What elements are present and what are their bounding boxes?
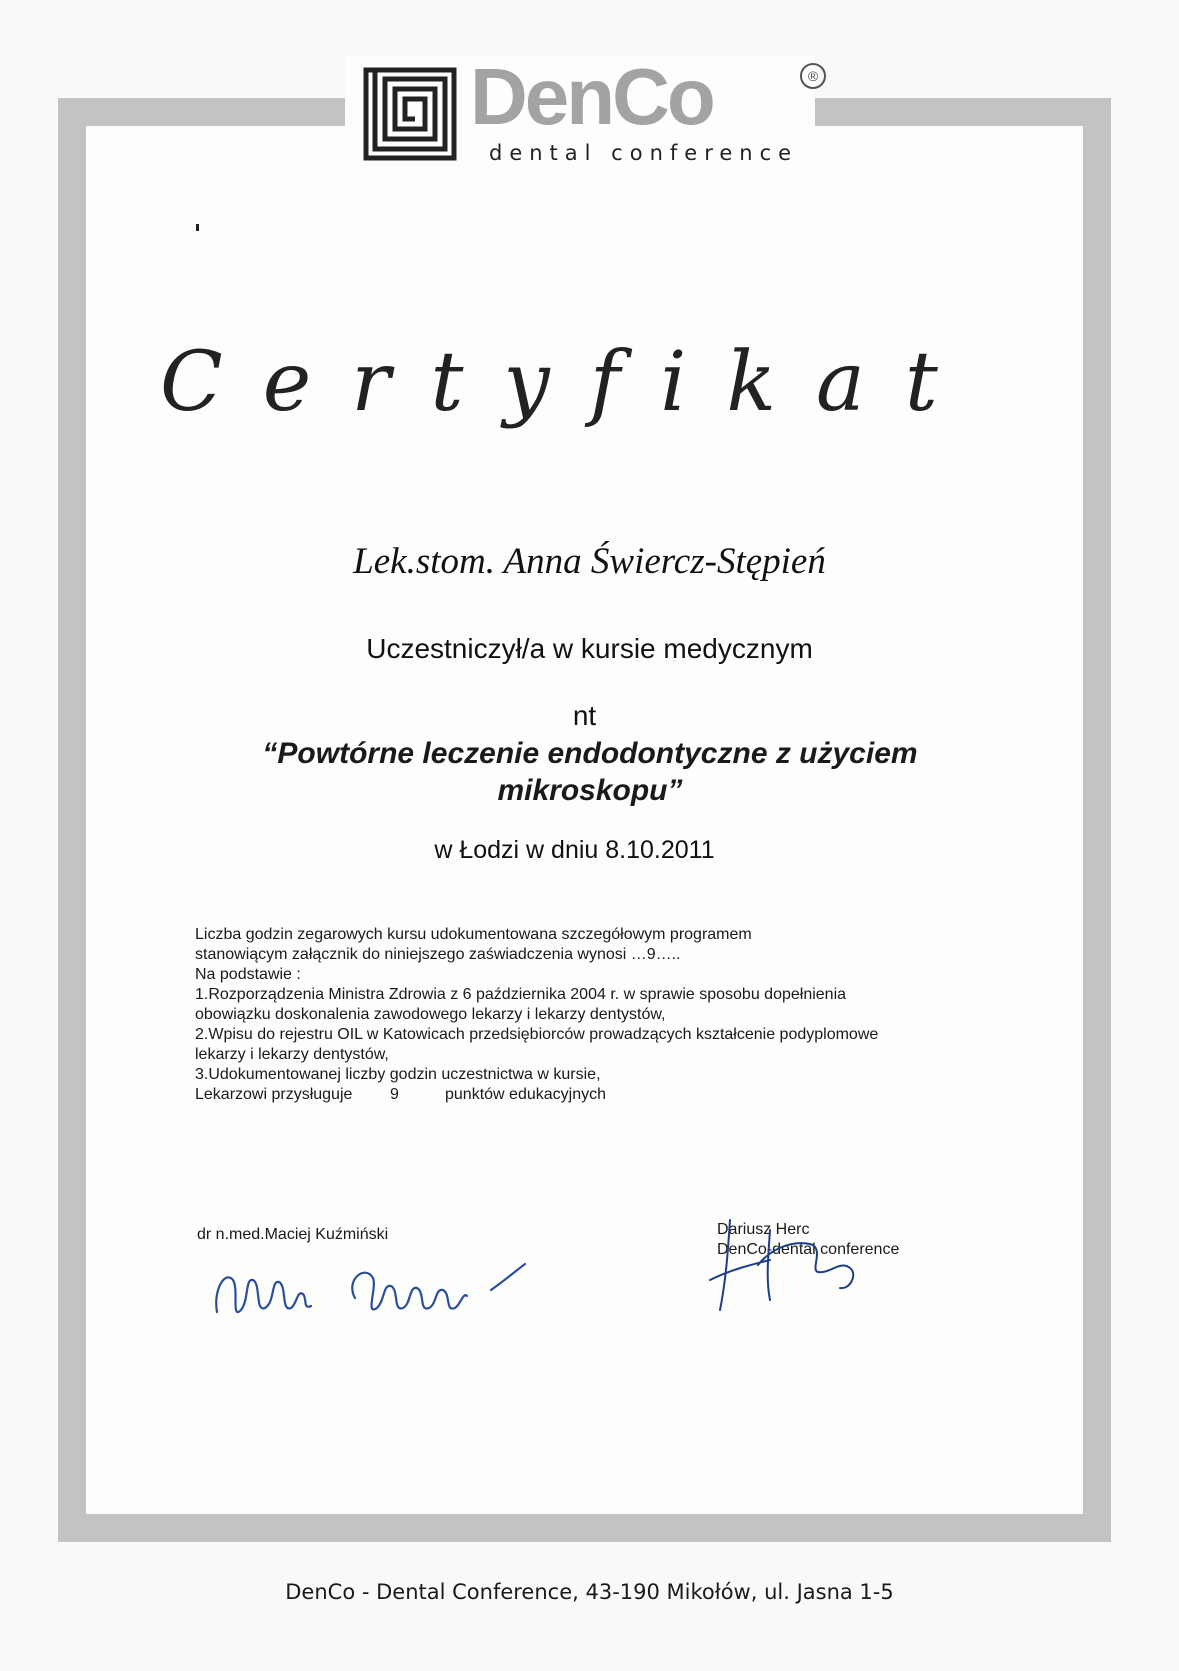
fineprint-line: lekarzy i lekarzy dentystów, bbox=[195, 1046, 389, 1063]
fineprint-line: Na podstawie : bbox=[195, 966, 301, 983]
course-title bbox=[190, 735, 990, 809]
denco-logo bbox=[345, 52, 819, 167]
footer-address: DenCo - Dental Conference, 43-190 Mikołów, ul. Jasna 1-5 bbox=[285, 1580, 894, 1604]
fineprint-line: 1.Rozporządzenia Ministra Zdrowia z 6 października 2004 r. w sprawie sposobu dopełnienia bbox=[195, 986, 847, 1003]
topic-prefix: nt bbox=[572, 700, 597, 731]
left-signatory-name: dr n.med.Maciej Kuźmiński bbox=[197, 1226, 389, 1243]
place-and-date: w Łodzi w dniu 8.10.2011 bbox=[434, 836, 715, 864]
logo-wordmark: DenCo bbox=[470, 52, 713, 141]
points-suffix: punktów edukacyjnych bbox=[445, 1086, 606, 1103]
right-signatory-name: Dariusz Herc bbox=[717, 1221, 810, 1238]
right-signatory-org: DenCo-dental conference bbox=[717, 1241, 900, 1258]
participation-text: Uczestniczył/a w kursie medycznym bbox=[366, 633, 813, 664]
points-row bbox=[195, 1085, 995, 1105]
stray-mark bbox=[196, 224, 199, 231]
fineprint-line: stanowiącym załącznik do niniejszego zaświadczenia wynosi …9….. bbox=[195, 946, 681, 963]
registered-mark: ® bbox=[800, 63, 826, 89]
points-label: Lekarzowi przysługuje bbox=[195, 1086, 353, 1103]
course-title-line-1: “Powtórne leczenie endodontyczne z użyciem bbox=[262, 737, 918, 770]
points-value: 9 bbox=[390, 1086, 399, 1103]
certificate-title: Certyfikat bbox=[160, 335, 978, 430]
fineprint-line: Liczba godzin zegarowych kursu udokumentowana szczegółowym programem bbox=[195, 926, 752, 943]
recipient-name: Lek.stom. Anna Świercz-Stępień bbox=[353, 541, 826, 582]
left-handwritten-signature bbox=[205, 1250, 535, 1330]
maze-logo-icon bbox=[363, 67, 457, 161]
fineprint-line: 2.Wpisu do rejestru OIL w Katowicach przedsiębiorców prowadzących kształcenie podyplomowe bbox=[195, 1026, 879, 1043]
course-title-line-2: mikroskopu” bbox=[497, 774, 683, 807]
legal-fineprint bbox=[195, 925, 995, 1105]
logo-tagline: dental conference bbox=[489, 141, 799, 165]
fineprint-line: 3.Udokumentowanej liczby godzin uczestnictwa w kursie, bbox=[195, 1066, 601, 1083]
right-handwritten-signature bbox=[700, 1210, 865, 1320]
fineprint-line: obowiązku doskonalenia zawodowego lekarzy i lekarzy dentystów, bbox=[195, 1006, 666, 1023]
